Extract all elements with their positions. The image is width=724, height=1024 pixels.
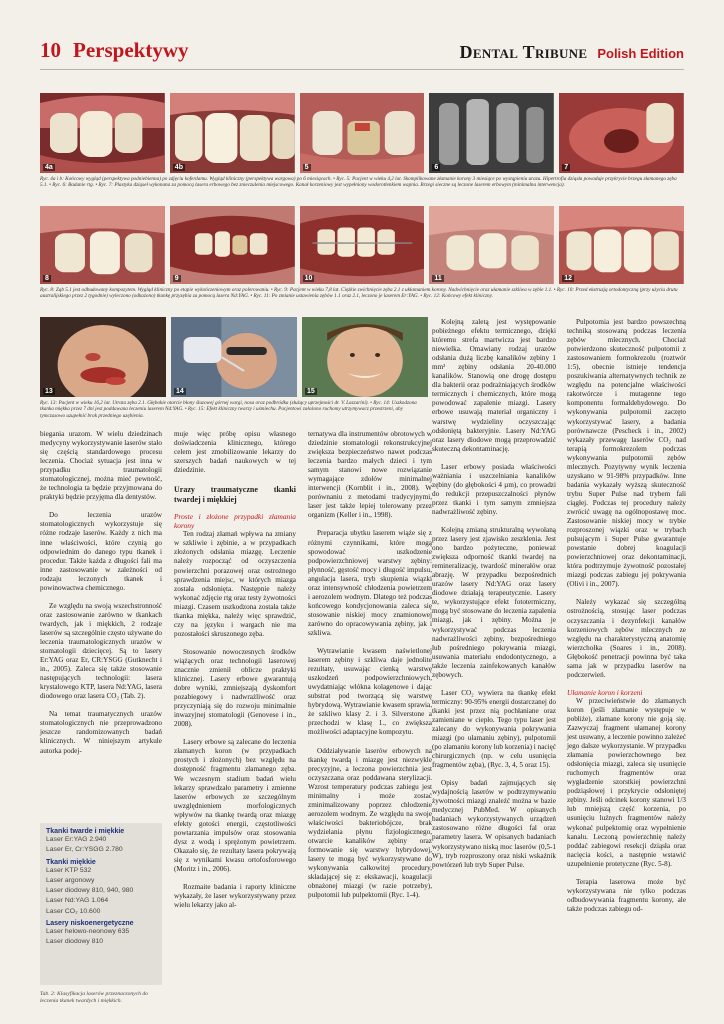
photo-11 xyxy=(429,206,554,284)
paragraph: Ze względu na swoją wszechstronność oraz zastosowanie zarówno w tkankach twardych, jak i miękkich, 2 rodzaje laserów są szczególnie często używane do leczenia traumatologicznych urazów w stomatologii dziecięcej. Są to lasery Er:YAG oraz Er, CR:YSGG (Gutknecht i in., 2005). Zaleca się także stosowanie następujących technologii: lasera krystalowego KTP, lasera Nd:YAG, lasera diodowego oraz lasera CO₂ (Tab. 2). xyxy=(40,601,162,701)
table-item: Laser Er, Cr:YSGG 2.780 xyxy=(46,846,123,854)
paragraph: Pulpotomia jest bardzo powszechną techniką stosowaną podczas leczenia zębów mlecznych. Chociaż potwierdzono skuteczność pulpotomii z zastosowaniem formokrezolu (roztwór 1:5), obecnie istnieje tendencja poszukiwania alternatywnych technik ze względu na potencjalne właściwości rakotwórcze i mutagenne tego komponentu formaldehydowego. Do wykonywania pulpotomii zaczęto wykorzystywać lasery, a badania porównawcze (Pescheck i in., 2002) wykazały przewagę laserów CO₂ nad terapią formokrezolem podczas wykonywania pulpotomii zębów mlecznych. Pozytywny wynik leczenia uzyskano w 91-98% przypadków. Inne badania wykazały wyższą skuteczność trybu Super Pulse nad trybem fali ciągłej. Podczas tej procedury należy zwrócić uwagę na ogólnopostawę moc. Zastosowanie niskiej mocy w trybie rozproszonej wiązki oraz w trybach pulsującym i Super Pulse gwarantuje powstanie dobrej koagulacji powierzchniowej oraz dekontaminacji, która podtrzymuje żywotność pozostałej miazgi podczas zabiegu jej pokrywania (Olivi i in., 2007). xyxy=(567,318,686,589)
photo-label: 9 xyxy=(174,275,179,282)
photo-7 xyxy=(559,93,684,173)
photo-label: 10 xyxy=(304,275,313,282)
photo-15 xyxy=(302,317,428,397)
paragraph: Terapia laserowa może być wykorzystywana nie tylko podczas odbudowywania fragmentu korony, ale także podczas zabiegu od- xyxy=(567,877,686,913)
subsection-heading: Proste i złożone przypadki złamania korony xyxy=(174,512,296,531)
paragraph: Stosowanie nowoczesnych środków wiążących oraz technologii laserowej znacznie zmienił oblicze praktyki klinicznej. Lasery erbowe gwarantują dobre wyniki, zmniejszają dyskomfort pozabiegowy i nadwrażliwość oraz przyczyniają się do rozwoju minimalnie inwazyjnej stomatologii (Genovese i in., 2008). xyxy=(174,647,296,729)
paragraph: ternatywa dla instrumentów obrotowych w dziedzinie stomatologii rekonstrukcyjnej zwiększa bezpieczeństwo nawet podczas leczenia bardzo małych dzieci i tym samym stanowi nowe rozwiązanie wymagające zdołów minimalnej interwencji (Kornblit i in., 2008). W porównaniu z metodami tradycyjnymi, laser jest także lepiej tolerowany przez organizm (Keller i in., 1998). xyxy=(308,430,432,520)
paragraph: Rozmaite badania i raporty kliniczne wykazały, że laser wykorzystywany przez wielu lekarzy jako al- xyxy=(174,883,296,910)
photo-4a xyxy=(40,93,165,173)
edition-label: Polish Edition xyxy=(597,46,684,61)
caption-figures-4-7: Ryc. 4a i b: Końcowy wygląd (perspektywa podniebienna) po zdjęciu koferdamu. Wygląd kliniczny (perspektywa wargowa) po 6 miesiącach. • Ryc. 5: Pacjent w wieku 4,2 lat. Skomplikowane złamanie korony 3 miesiące po wystąpieniu urazu. Hipertrofia dziąsła powoduje przykrycie brzegu złamanego zęba 5.1. • Ryc. 6: Badanie rtg. • Ryc. 7: Plastyka dziąseł wykonana za pomocą lasera erbowego bez znieczulenia miejscowego. Kanał korzeniowy jest wypełniony wodorotlenkiem wapnia. Brzegi sieczne są leczone laserem erbowym (minimalna interwencja). xyxy=(40,176,677,189)
table-item: Laser CO₂ 10.600 xyxy=(46,907,101,915)
paragraph: Ten rodzaj złamań wpływa na zmiany w szkliwie i zębinie, a w przypadkach złożonych odsłania miazgę. Leczenie należy rozpocząć od oczyszczenia powierzchni porazowej oraz ostrożnego sprawdzenia miejsc, w których miazga została odsłonięta. Następnie należy wykonać zdjęcie rtg oraz testy żywotności miazgi. Czasem uszkodzona została także tkanka miękka, należy więc sprawdzić, czy na języku i wargach nie ma pozostałości skruszonego zęba. xyxy=(174,530,296,638)
photo-12 xyxy=(559,206,684,284)
paragraph: Oddziaływanie laserów erbowych na tkankę twardą i miazgę jest niezwykle precyzyjne, a leczona powierzchnia jest oczyszczana oraz poddawana sterylizacji. Wzrost temperatury podczas zabiegu jest minimalny i może zostać zminimalizowany poprzez chłodzenie aerozolem wodnym. Ze względu na swoje właściwości bakteriobójcze, brak wydzielania płynu fizjologicznego, otwarcie kanalików zębiny oraz formowanie się warstwy hybrydowej, lasery te mogą być wykorzystywane do wykonywania całkowitej procedury, składającej się z: ekskawacji, koagulacji obnażonej miazgi (w razie potrzeby), pulpotomii lub pulpektomii (Ryc. 1-4). xyxy=(308,746,432,900)
paragraph: Kolejną zaletą jest występowanie pobieżnego efektu termicznego, dzięki któremu strefa martwicza jest bardzo niewielka. Omawiany rodzaj urazów odsłania dużą liczbę kanalików zębiny 1 mm² zębiny odsłania 20-40.000 kanalików. Stanowią one drogę dostępu dla bakterii oraz podrażniających środków termicznych i chemicznych, które mogą powodować zapalenie miazgi. Lasery erbowe usuwają materiał organiczny i warstwę wydzieliny oczyszczając odsłoniętą bakteryjnie. Lasery Nd:YAG oraz lasery diodowe mogą przeprowadzić skuteczną dekontaminację. xyxy=(432,318,556,453)
photo-label: 13 xyxy=(45,388,53,395)
paragraph: Lasery erbowe są zalecane do leczenia złamanych koron (w przypadkach prostych i złożonych) bez względu na dostępność fragmentu złamanego zęba. We wczesnym stadium badań wielu lekarzy sprawdzało parametry i zmienne laserów erbowych ze szczególnym uwzględnieniem morfologicznych wpływów na tkankę twardą oraz miazgę efekty gotości energii, częstotliwości powtarzania impulsów oraz stosowania dysz z wodą i sprężonym powietrzem. Okazało się, że rezultaty lasera pokrywają się z wynikami kwasu ortofosforowego (Moritz i in., 2006). xyxy=(174,738,296,873)
paragraph: Laser CO₂ wywiera na tkankę efekt termiczny: 90-95% energii dostarczanej do tkanki jest przez nią pochłaniane oraz zamieniane w ciepło. Tego typu laser jest zalecany do wykonywania pokrywania miazgi (po ułamaniu zębiny), pulpotomii (po złamaniu korony lub korzenia) i nacięć chirurgicznych (np. w celu usunięcia fragmentów zęba), (Ryc. 3, 4, 5 oraz 15). xyxy=(432,688,556,770)
photo-label: 7 xyxy=(564,164,569,171)
subsection-heading: Ułamanie koron i korzeni xyxy=(567,687,643,697)
article-column-5 xyxy=(567,318,686,914)
brand-logo xyxy=(460,42,684,63)
photo-label: 12 xyxy=(564,275,572,282)
table-group-heading: Lasery niskoenergetyczne xyxy=(46,920,134,928)
section-heading: Urazy traumatyczne tkanki twardej i miękkiej xyxy=(174,485,296,504)
photo-13 xyxy=(40,317,166,397)
paragraph: muje więc próbę opisu własnego doświadczenia klinicznego, którego celem jest zmobilizowanie lekarzy do szerszych badań naukowych w tej dziedzinie. xyxy=(174,430,296,475)
photo-8 xyxy=(40,206,165,284)
page-header xyxy=(40,38,684,70)
table-item: Laser Nd:YAG 1.064 xyxy=(46,897,109,905)
photo-4b xyxy=(170,93,295,173)
paragraph: Na temat traumatycznych urazów stomatologicznych nie przeprowadzono jeszcze randomizowanych badań klinicznych. W niniejszym artykule autorka podej- xyxy=(40,710,162,755)
article-column-1 xyxy=(40,430,162,756)
photo-label: 5 xyxy=(304,164,309,171)
article-column-2 xyxy=(174,430,296,910)
photo-label: 4b xyxy=(174,164,183,171)
laser-classification-table xyxy=(40,823,162,985)
paragraph: biegania urazom. W wielu dziedzinach medycyny wykorzystywanie laserów stało się częścią standardowego procesu leczenia. Chociaż sytuacja jest inna w przypadku traumatologii stomatologicznej, można mieć pewność, że technologia ta będzie przyjmowana do praktyki będzie przyjęma dla dentystów. xyxy=(40,430,162,502)
paragraph: Należy wykazać się szczególną ostrożnością, stosując laser podczas oczyszczania i dezynfekcji kanałów korzeniowych zębów mlecznych ze względu na charakterystyczną anatomię wierzchołka (Soares i in., 2008). Głębokość penetracji powinna być taka sama jak w przypadku laserów na podczerwień. xyxy=(567,598,686,679)
caption-figures-13-15: Ryc. 13: Pacjent w wieku 16,2 lat. Utrata zęba 2.1. Głębokie otarcie błony śluzowej górnej wargi, nosa oraz podbródka (służący uprzejmości dr. V. Lazzarini). • Ryc. 14: Uszkodzona tkanka miękka przez 7 dni jest poddawana leczeniu laserem Nd:YAG. • Ryc. 15: Efekt kliniczny twarzy i uśmiechu. Pacjentowi założono ruchomy utrzymywacz przestrzeni, aby tymczasowo uzupełnić brak przedniego uzębienia. xyxy=(40,400,417,419)
photo-label: 11 xyxy=(434,275,442,282)
paragraph: Do leczenia urazów stomatologicznych wykorzystuje się różne rodzaje laserów. Każdy z nich ma inne właściwości, które czynią go odpowiednim do danego typu tkanek i procedur. Także każda z długości fali ma inne zastosowanie w zależności od rodzaju leczonych tkanek i powinowactwa chemicznego. xyxy=(40,511,162,592)
paragraph: Wytrawianie kwasem naświetlonej laserem zębiny i szkliwa daje jednolite rezultaty, usuwając cienką warstwę uszkodzeń podpowierzchniowych, uwydatniając włókna kolagenowe i dając substrat pod tworzącą się warstwę hybrydową. Wytrawianie kwasem sprawia, że szkliwo klasy 2. i 3. Silverstone a przechodzi w klasę 1., co zwiększa możliwości adaptacyjne kompozytu. xyxy=(308,647,432,737)
photo-label: 8 xyxy=(45,275,49,282)
photo-label: 4a xyxy=(45,164,53,171)
table-caption: Tab. 2: Klasyfikacja laserów przeznaczonych do leczenia tkanek twardych i miękkich. xyxy=(40,991,148,1004)
paragraph: Laser erbowy posiada właściwości ważniania i uszczelniania kanalików zębiny (do głębokości 4 µm), co prowadzi do redukcji przepuszczalności płynów przez tkanki i tym samym zmniejsza nadwrażliwość zębiny. xyxy=(432,462,556,516)
table-item: Laser diodowy 810, 940, 980 xyxy=(46,887,134,895)
caption-figures-8-12: Ryc. 8: Ząb 5.1 jest odbudowany kompozytem. Wygląd kliniczny po etapie wykończeniowym oraz polerowaniu. • Ryc. 9: Pacjent w wieku 7,8 lat. Ciężkie zwichnięcie zęba 2.1 z ukłamaniem korony. Nadwichnięcie oraz ułamanie szkliwa w zębie 1.1. • Ryc. 10: Przed ekstruzją ortodontyczną (przy użyciu drutu australijskiego przez 2 tygodnie) wyleczono (odkażono) tkankę przyzębia za pomocą lasera Nd:YAG. • Ryc. 11: Po zmianie ustawienia zębów 1.1 oraz 2.1, leczono je laserem Er:YAG. • Ryc. 12: Końcowy efekt kliniczny. xyxy=(40,287,678,300)
table-group-heading: Tkanki miękkie xyxy=(46,858,96,866)
photo-14 xyxy=(171,317,297,397)
table-item: Laser helowo-neonowy 635 xyxy=(46,928,130,936)
table-item: Laser argonowy xyxy=(46,876,95,884)
photo-label: 6 xyxy=(434,164,439,171)
photo-row-1 xyxy=(40,93,684,173)
photo-row-3 xyxy=(40,317,428,397)
table-item: Laser KTP 532 xyxy=(46,866,92,874)
section-title: Perspektywy xyxy=(73,38,189,62)
paragraph: Kolejną zmianą strukturalną wywołaną przez lasery jest zjawisko zeszklenia. Jest ono bardzo pożyteczne, ponieważ zwiększa odporność tkanki twardej na remineralizację, twardość minerałów oraz abrazję. W przypadku bezpośrednich urazów lasery Nd:YAG oraz lasery diodowe działają terapeutycznie. Lasery te, wykorzystujące efekt fototermiczny, mogą być stosowane do leczenia zapalenia miazgi, jak i zębiny. Można je wykorzystywać podczas leczenia nadwrażliwości zębiny, bezpośredniego lub pośredniego pokrywania miazgi, usuwania materiału endodontycznego, a także leczenia zainfekowanych kanałów zębowych. xyxy=(432,525,556,679)
photo-row-2 xyxy=(40,206,684,284)
photo-5 xyxy=(300,93,425,173)
table-item: Laser diodowy 810 xyxy=(46,938,104,946)
paragraph: Opisy badań zajmujących się wydajnością laserów w podtrzymywaniu żywotności miazgi znaleźć można w bazie medycznej PubMed. W opisanych badaniach wykorzystywanych urządzeń zastosowano różne długości fal oraz parametry lasera. W opisanych badaniach wykorzystywano niską moc laserów (0,5-1 W), tryb rozproszony oraz niski wskaźnik powtórzeń lub tryb Super Pulse. xyxy=(432,779,556,869)
paragraph: W przeciwieństwie do złamanych koron (jeśli złamanie występuje w pobliże), złamane korony nie goją się. Zazwyczaj fragment ułamanej korony jest usuwany, a leczenie powinno zależeć jego dalsze wykorzystanie. W przypadku złamania powierzchownego bez odsłonięcia miazgi, zaleca się usunięcie ruchomych fragmentów oraz wygładzenie szorstkiej powierzchni podziąsłowej i przykrycie odsłoniętej zębiny. Jeśli odcinek korony stanowi 1/3 lub mniejszą część korzenia, po usunięciu luźnych fragmentów należy wykonać pulpektomię oraz wypełnienie kanału. Leczoną powierzchnię należy poddać zabiegowi resekcji dziąsła oraz nacięcia kości, a następnie wstawić uzupełnienie protetyczne (Ryc. 5-8). xyxy=(567,696,686,868)
photo-label: 14 xyxy=(176,388,184,395)
table-item: Laser Er:YAG 2.940 xyxy=(46,836,107,843)
photo-9 xyxy=(170,206,295,284)
photo-6 xyxy=(429,93,554,173)
photo-10 xyxy=(300,206,425,284)
page-number: 10 xyxy=(40,38,61,62)
paragraph: Preparacja ubytku laserem wiąże się z różnymi czynnikami, które mogą spowodować uszkodzenie podpowierzchniowej warstwy zębiny: płynność, gęstość mocy i długość impulsu, angulacja lasera, tryb skupienia wiązki oraz intensywność chłodzenia powietrzem i aerozolem wodnym. Dlatego też podczas końcowego kondycjonowania zaleca się stosowanie niskiej mocy znamionowej zarówno do opracowywania zębiny, jak i szkliwa. xyxy=(308,529,432,637)
brand-name: Dental Tribune xyxy=(459,42,588,62)
table-group-heading: Tkanki twarde i miękkie xyxy=(46,828,125,835)
article-column-4 xyxy=(432,318,556,870)
article-column-3 xyxy=(308,430,432,900)
photo-label: 15 xyxy=(307,388,315,395)
